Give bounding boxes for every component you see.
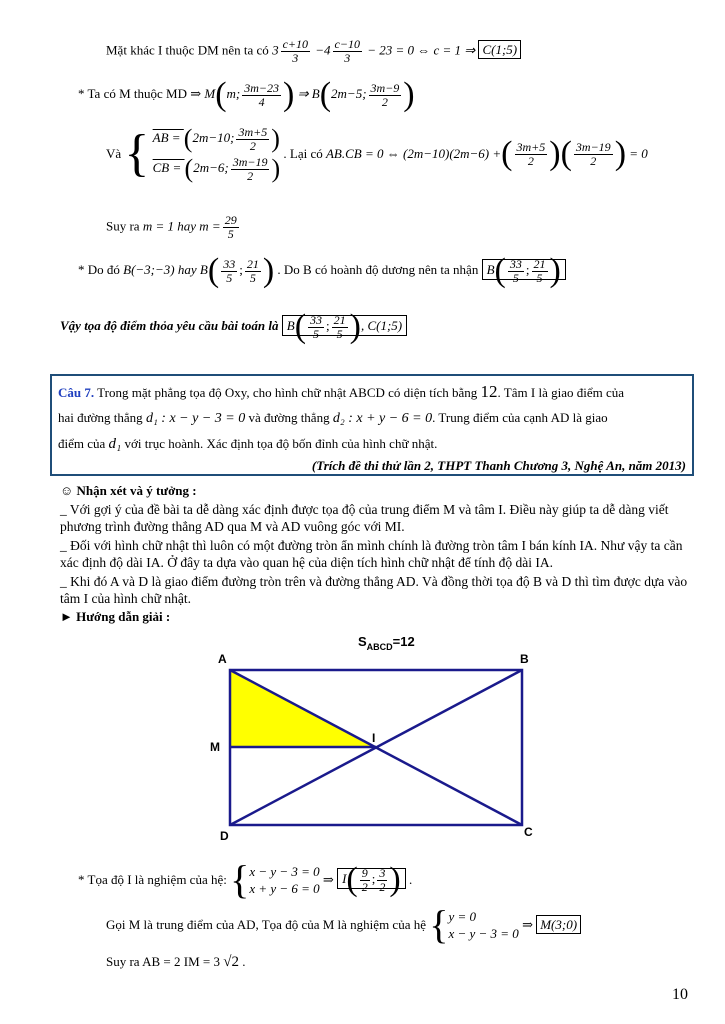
math: d₁ — [108, 436, 122, 452]
text: hai đường thẳng — [58, 410, 143, 425]
denominator: 2 — [249, 138, 256, 153]
label-c: C — [524, 825, 533, 839]
frac — [332, 314, 348, 341]
frac — [231, 156, 270, 183]
span — [448, 908, 518, 942]
remarks-title: ☺ Nhận xét và ý tưởng : — [60, 483, 197, 498]
text: . Do B có hoành độ dương nên ta nhận — [277, 261, 479, 277]
numerator: 3 — [379, 865, 386, 880]
frac — [223, 214, 239, 241]
rectangle-figure — [210, 630, 550, 845]
frac — [515, 141, 548, 168]
tspan: =12 — [392, 634, 415, 649]
remark-2: _ Đối với hình chữ nhật thì luôn có một đường tròn ẩn mình chính là đường tròn tâm I bán kính IA. Như vậy ta cần xác định độ dài IA. Ở đây ta dựa vào quan hệ của diện tích hình chữ nhật để tính độ dài IA. — [60, 538, 683, 570]
frac — [221, 258, 237, 285]
denominator: 5 — [227, 227, 234, 241]
text: 12 — [480, 382, 498, 401]
frac — [242, 82, 281, 109]
text: Suy ra — [106, 218, 140, 234]
denominator: 3 — [292, 51, 299, 65]
frac — [508, 258, 524, 285]
denominator: 2 — [379, 879, 386, 894]
math: AB.CB = 0 ⇔ (2m−10)(2m−6) + — [325, 146, 502, 161]
text: ⇒ — [522, 917, 533, 932]
math: d₁ : x − y − 3 = 0 — [145, 411, 246, 426]
line-do-do-b: * Do đó B(−3;−3) hay B( $\frac{33}{5}$ ; $\frac{21}{5}$ ) . Do B có hoành độ dương nên ta nhận B( $\frac{33}{5}$ ; $\frac{21}{5}$ ) — [78, 256, 566, 286]
paren: ( — [294, 308, 307, 345]
denominator: 5 — [512, 270, 519, 285]
math: 2m−5; — [331, 85, 367, 101]
solution-m — [106, 902, 581, 947]
text: và đường thẳng — [248, 410, 330, 425]
math: CB = — [152, 159, 185, 175]
math: x − y − 3 = 0 — [448, 926, 519, 941]
line-conclusion — [60, 308, 407, 345]
math: M — [204, 85, 216, 101]
math: AB = — [152, 129, 184, 145]
paren: ( — [494, 252, 506, 289]
paren: ) — [549, 252, 561, 289]
paren: ) — [614, 135, 627, 172]
numerator: 3m−23 — [244, 80, 280, 95]
text: với trục hoành. Xác định tọa độ bốn đỉnh của hình chữ nhật. — [124, 436, 438, 451]
text: . — [242, 954, 246, 969]
result-box: C(1;5) — [478, 40, 521, 59]
denominator: 5 — [536, 270, 543, 285]
text: điểm của — [58, 436, 106, 451]
math: B(−3;−3) — [123, 261, 175, 277]
remark-1: _ Với gợi ý của đề bài ta dễ dàng xác định được tọa độ của trung điểm M và tâm I. Điều này giúp ta dễ dàng viết phương trình đường thẳng AD qua M và AD vuông góc với MI. — [60, 502, 669, 534]
line-di-thuoc-dm — [106, 38, 521, 65]
numerator: 33 — [223, 256, 236, 271]
problem-line-3 — [58, 436, 437, 453]
frac — [360, 867, 370, 894]
numerator: 33 — [509, 256, 522, 271]
text: . Lại có — [283, 146, 323, 161]
result-box-b: B( $\frac{33}{5}$ ; $\frac{21}{5}$ ) — [482, 259, 566, 280]
math: 3 — [272, 42, 279, 58]
denominator: 2 — [361, 879, 368, 894]
span: . — [408, 872, 413, 887]
span — [153, 124, 281, 184]
numerator: c−10 — [334, 37, 360, 51]
text: * Ta có M thuộc MD ⇒ — [78, 85, 202, 101]
paren: ) — [271, 154, 281, 183]
label-i: I — [372, 731, 376, 745]
math: hay — [177, 261, 197, 277]
denominator: 5 — [313, 326, 320, 341]
line-vectors — [106, 124, 648, 184]
paren: ( — [207, 252, 220, 289]
math: y = 0 — [448, 909, 476, 924]
denominator: 4 — [258, 94, 265, 109]
brace: { — [429, 902, 449, 947]
tspan: ABCD — [366, 642, 393, 652]
solution-i — [78, 857, 413, 902]
numerator: 21 — [333, 312, 346, 327]
math: 2m−10; — [192, 129, 235, 145]
math: , C(1;5) — [360, 317, 403, 333]
page-number: 10 — [672, 986, 688, 1003]
vector-cb — [153, 154, 281, 184]
math: ⇒ B — [297, 85, 320, 101]
math: 2m−6; — [193, 159, 229, 175]
math: m = — [199, 218, 221, 234]
paren: ) — [271, 124, 280, 153]
paren: ) — [349, 308, 361, 345]
text: . Trung điểm của cạnh AD là giao — [432, 410, 608, 425]
math: x − y − 3 = 0 — [249, 864, 320, 879]
math: −4 — [315, 42, 331, 58]
problem-line-1 — [58, 382, 624, 402]
text: Mặt khác I thuộc DM nên ta có — [106, 42, 269, 58]
paren: ( — [560, 135, 572, 172]
math: hay — [177, 218, 197, 234]
math: m = 1 — [142, 218, 175, 234]
problem-source: (Trích đề thi thử lần 2, THPT Thanh Chương 3, Nghệ An, năm 2013) — [311, 458, 686, 473]
paren: ( — [184, 154, 194, 183]
numerator: 21 — [246, 256, 259, 271]
guide-title: ► Hướng dẫn giải : — [60, 609, 171, 624]
paren: ( — [183, 124, 193, 153]
text: * Tọa độ I là nghiệm của hệ: — [78, 872, 227, 887]
remark-3: _ Khi đó A và D là giao điểm đường tròn trên và đường thẳng AD. Và đồng thời tọa độ B và D thì tìm được dựa vào tâm I của hình chữ nhật. — [60, 574, 688, 606]
paren: ) — [549, 135, 561, 172]
denominator: 2 — [527, 153, 534, 168]
numerator: 3m−19 — [232, 154, 268, 169]
frac — [281, 38, 310, 65]
text: * Do đó — [78, 261, 120, 277]
text: Và — [106, 146, 122, 161]
text: Trong mặt phẳng tọa độ Oxy, cho hình chữ nhật ABCD có diện tích bằng — [97, 385, 478, 400]
denominator: 3 — [344, 51, 351, 65]
paren: ( — [501, 135, 513, 172]
frac — [236, 126, 269, 153]
numerator: 33 — [310, 312, 323, 327]
brace: { — [230, 857, 250, 902]
math: x + y − 6 = 0 — [249, 881, 320, 896]
text: √2 — [223, 954, 239, 970]
brace: { — [124, 125, 150, 182]
frac — [377, 867, 387, 894]
numerator: c+10 — [282, 37, 308, 51]
frac — [574, 141, 613, 168]
text: Câu 7. — [58, 385, 95, 400]
frac — [333, 38, 362, 65]
text: Vậy tọa độ điểm thỏa yêu cầu bài toán là — [60, 317, 279, 333]
paren: ( — [215, 76, 227, 113]
result-box-m: M(3;0) — [536, 915, 581, 934]
math: d₂ : x + y − 6 = 0 — [332, 411, 433, 426]
denominator: 2 — [590, 153, 597, 168]
numerator: 3m+5 — [516, 139, 546, 154]
line-m-thuoc-md — [78, 76, 415, 113]
label-b: B — [520, 652, 529, 666]
text: ⇒ — [322, 872, 334, 887]
math: B — [286, 317, 295, 333]
math: B — [199, 261, 208, 277]
denominator: 2 — [381, 94, 388, 109]
label-a: A — [218, 652, 227, 666]
solution-ab — [106, 954, 245, 971]
math: − 23 = 0 ⇔ c = 1 ⇒ — [367, 42, 476, 58]
numerator: 3m+5 — [238, 124, 268, 139]
math: m; — [226, 85, 241, 101]
denominator: 5 — [249, 270, 256, 285]
label-m: M — [210, 740, 220, 754]
problem-box — [50, 374, 694, 476]
math: I — [342, 870, 347, 886]
frac — [369, 82, 402, 109]
denominator: 5 — [226, 270, 233, 285]
paren: ) — [403, 76, 415, 113]
math: = 0 — [629, 146, 648, 161]
line-suy-ra-m — [106, 214, 241, 241]
math: B — [486, 261, 495, 277]
paren: ) — [283, 76, 295, 113]
numerator: 29 — [224, 213, 237, 227]
label-d: D — [220, 829, 229, 843]
span — [249, 863, 319, 897]
paren: ( — [319, 76, 332, 113]
vector-ab — [153, 124, 281, 154]
result-box-final: B( $\frac{33}{5}$ ; $\frac{21}{5}$ ), C(1;5) — [282, 315, 407, 336]
text: . Tâm I là giao điểm của — [497, 385, 625, 400]
problem-line-2 — [58, 410, 608, 427]
paren: ( — [346, 861, 358, 898]
tspan: S — [358, 634, 367, 649]
area-label — [358, 634, 415, 652]
numerator: 3m−19 — [575, 139, 611, 154]
text: Gọi M là trung điểm của AD, Tọa độ của M là nghiệm của hệ — [106, 917, 426, 932]
frac — [245, 258, 261, 285]
frac — [308, 314, 324, 341]
numerator: 3m−9 — [370, 80, 400, 95]
paren: ) — [262, 252, 275, 289]
frac — [532, 258, 548, 285]
paren: ) — [389, 861, 401, 898]
text: Suy ra AB = 2 IM = 3 — [106, 954, 220, 969]
numerator: 21 — [533, 256, 546, 271]
result-box-i: I( $\frac{9}{2}$ ; $\frac{3}{2}$ ) — [337, 868, 406, 889]
numerator: 9 — [361, 865, 368, 880]
denominator: 2 — [247, 168, 254, 183]
denominator: 5 — [336, 326, 343, 341]
